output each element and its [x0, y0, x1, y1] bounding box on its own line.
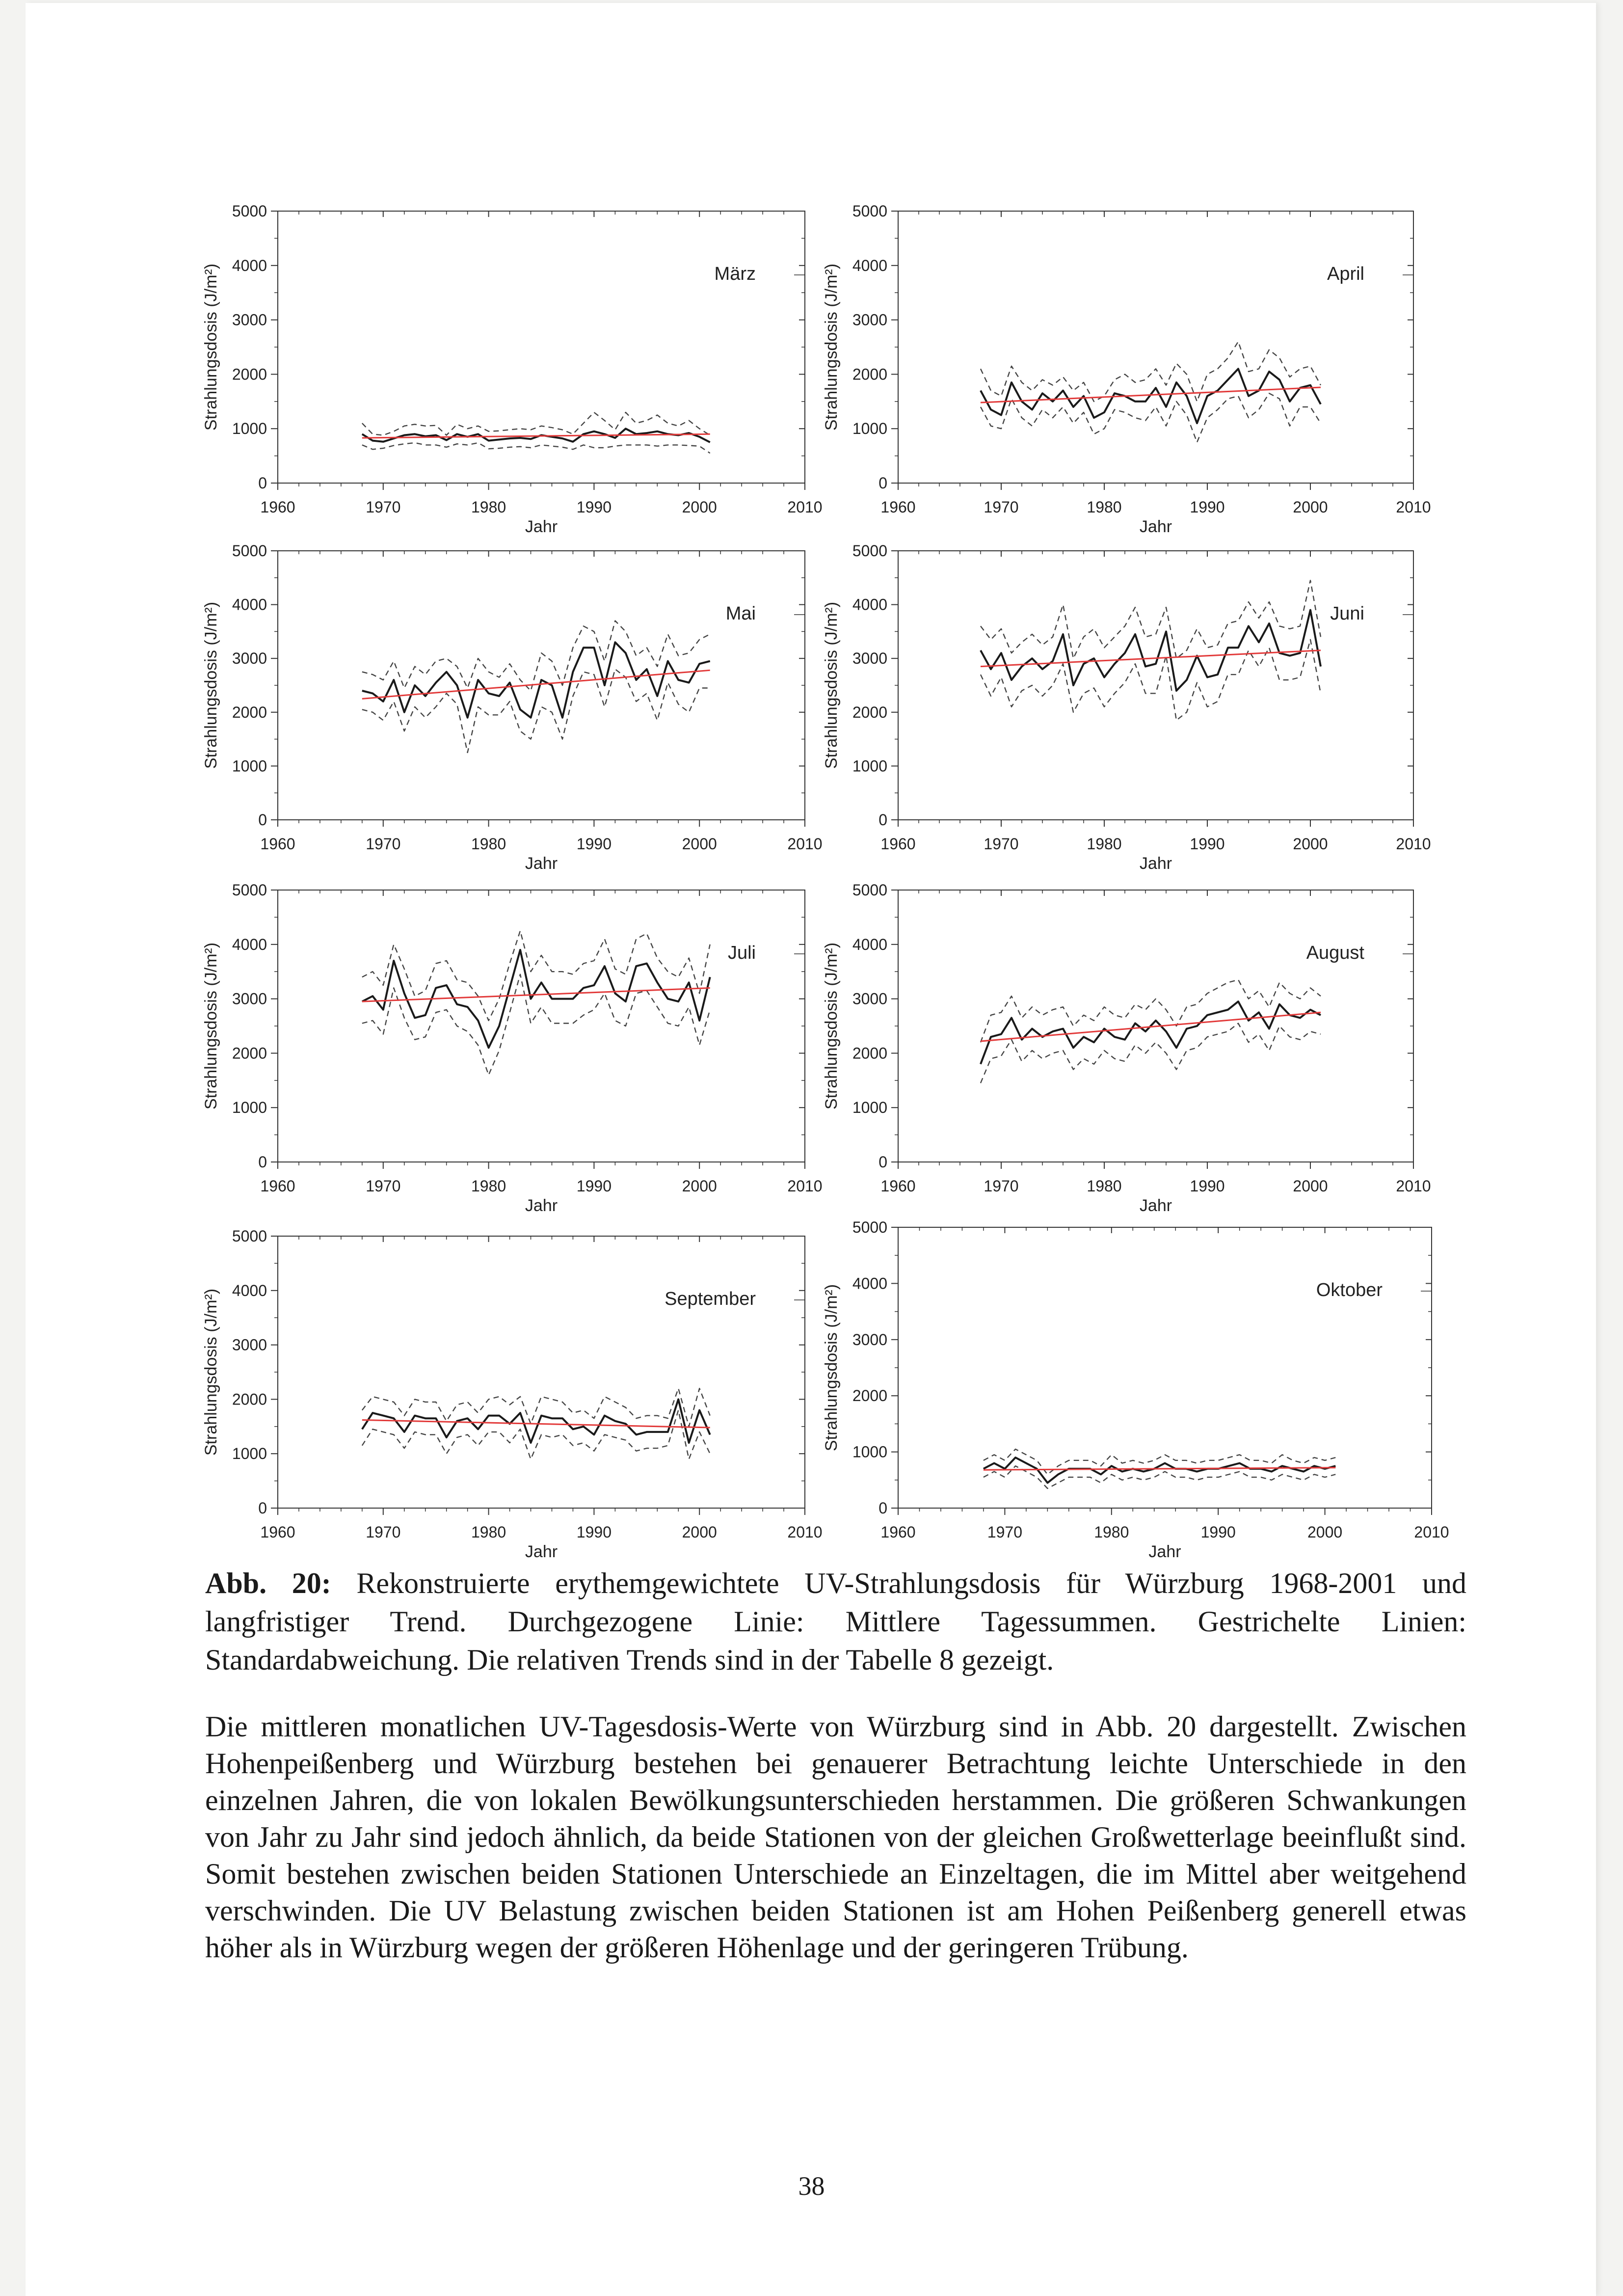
y-axis-label: Strahlungsdosis (J/m²) [202, 601, 220, 769]
panel-title: Oktober [1316, 1280, 1383, 1300]
x-tick-label: 1960 [260, 1177, 295, 1195]
std-lower-line [362, 443, 710, 453]
x-tick-label: 1970 [366, 835, 401, 853]
y-tick-label: 1000 [852, 1443, 887, 1461]
y-tick-label: 2000 [232, 703, 267, 721]
x-tick-label: 1980 [471, 498, 506, 516]
y-tick-label: 1000 [232, 757, 267, 775]
y-axis-label: Strahlungsdosis (J/m²) [822, 601, 841, 769]
plot-frame [898, 211, 1413, 483]
x-tick-label: 2000 [1293, 1177, 1328, 1195]
y-tick-label: 5000 [852, 1218, 887, 1236]
x-tick-label: 2010 [787, 1177, 823, 1195]
caption-label: Abb. 20: [205, 1567, 331, 1599]
mean-line [362, 642, 710, 718]
y-axis-label: Strahlungsdosis (J/m²) [202, 942, 220, 1110]
x-tick-label: 1980 [1087, 498, 1122, 516]
y-tick-label: 2000 [852, 703, 887, 721]
y-tick-label: 0 [258, 811, 267, 829]
y-tick-label: 3000 [852, 311, 887, 329]
y-tick-label: 0 [258, 474, 267, 492]
x-tick-label: 1960 [880, 498, 916, 516]
std-upper-line [981, 580, 1321, 658]
plot-frame [278, 551, 805, 820]
x-tick-label: 1970 [984, 835, 1019, 853]
y-tick-label: 1000 [232, 420, 267, 438]
x-axis-label: Jahr [1139, 1196, 1172, 1215]
y-tick-label: 5000 [232, 542, 267, 560]
y-tick-label: 0 [878, 1499, 887, 1517]
y-tick-label: 0 [878, 474, 887, 492]
std-upper-line [981, 980, 1321, 1042]
x-tick-label: 1970 [366, 1523, 401, 1541]
chart-panel-3 [202, 542, 823, 873]
x-tick-label: 1990 [576, 1523, 612, 1541]
y-tick-label: 2000 [232, 1390, 267, 1408]
x-tick-label: 1980 [1087, 1177, 1122, 1195]
x-tick-label: 1990 [1200, 1523, 1236, 1541]
y-tick-label: 5000 [232, 1227, 267, 1245]
x-tick-label: 1980 [471, 835, 506, 853]
y-tick-label: 3000 [852, 990, 887, 1008]
y-tick-label: 2000 [852, 1044, 887, 1062]
y-tick-label: 4000 [232, 595, 267, 614]
x-tick-label: 2000 [1293, 835, 1328, 853]
chart-panel-6 [822, 881, 1431, 1215]
y-tick-label: 2000 [852, 365, 887, 383]
mean-line [981, 1001, 1321, 1064]
x-tick-label: 1990 [576, 835, 612, 853]
chart-panel-4 [822, 542, 1431, 873]
y-tick-label: 3000 [232, 311, 267, 329]
x-tick-label: 1990 [1190, 498, 1225, 516]
plot-frame [898, 551, 1413, 820]
x-tick-label: 1980 [471, 1177, 506, 1195]
std-lower-line [362, 669, 710, 753]
plot-frame [278, 890, 805, 1162]
y-tick-label: 4000 [232, 935, 267, 953]
y-tick-label: 1000 [232, 1099, 267, 1117]
x-tick-label: 2010 [1396, 498, 1431, 516]
panel-title: April [1327, 264, 1364, 284]
x-axis-label: Jahr [525, 1196, 558, 1215]
y-tick-label: 5000 [852, 542, 887, 560]
std-lower-line [981, 640, 1321, 720]
std-upper-line [362, 621, 710, 691]
y-tick-label: 2000 [232, 1044, 267, 1062]
panel-title: September [665, 1289, 756, 1309]
x-tick-label: 2000 [682, 835, 717, 853]
x-tick-label: 1960 [880, 1177, 916, 1195]
y-tick-label: 1000 [852, 1099, 887, 1117]
panel-title: August [1306, 943, 1364, 963]
y-tick-label: 2000 [232, 365, 267, 383]
x-tick-label: 1980 [1094, 1523, 1129, 1541]
y-axis-label: Strahlungsdosis (J/m²) [822, 263, 841, 431]
x-axis-label: Jahr [525, 854, 558, 873]
y-tick-label: 1000 [852, 757, 887, 775]
x-tick-label: 1980 [1087, 835, 1122, 853]
y-tick-label: 4000 [852, 595, 887, 614]
y-tick-label: 0 [878, 811, 887, 829]
page-number: 38 [798, 2171, 825, 2201]
x-axis-label: Jahr [1139, 517, 1172, 536]
x-tick-label: 2010 [1396, 835, 1431, 853]
y-tick-label: 3000 [232, 990, 267, 1008]
x-tick-label: 1970 [984, 1177, 1019, 1195]
y-tick-label: 1000 [852, 420, 887, 438]
x-axis-label: Jahr [1148, 1542, 1181, 1561]
y-tick-label: 4000 [232, 1281, 267, 1299]
chart-panel-1 [202, 202, 823, 536]
x-tick-label: 2010 [787, 1523, 823, 1541]
caption-text: Rekonstruierte erythemgewichtete UV-Strahlungsdosis für Würzburg 1968-2001 und langfristiger Trend. Durchgezogene Linie: Mittlere Tagessummen. Gestrichelte Linien: Standardabweichung. Die relativen Trends sind in der Tabelle 8 gezeigt. [205, 1567, 1466, 1676]
x-tick-label: 2000 [682, 1177, 717, 1195]
std-upper-line [984, 1449, 1335, 1475]
chart-panel-8 [822, 1218, 1449, 1561]
x-tick-label: 1960 [260, 498, 295, 516]
plot-frame [898, 1227, 1432, 1508]
x-tick-label: 2000 [682, 498, 717, 516]
body-paragraph: Die mittleren monatlichen UV-Tagesdosis-Werte von Würzburg sind in Abb. 20 dargestellt. Zwischen Hohenpeißenberg und Würzburg bestehen bei genauerer Betrachtung leichte Unterschiede in den einzelnen Jahren, die von lokalen Bewölkungsunterschieden herstammen. Die größeren Schwankungen von Jahr zu Jahr sind jedoch ähnlich, da beide Stationen von der gleichen Großwetterlage beeinflußt sind. Somit bestehen zwischen beiden Stationen Unterschiede an Einzeltagen, die im Mittel aber weitgehend verschwinden. Die UV Belastung zwischen beiden Stationen ist am Hohen Peißenberg generell etwas höher als in Würzburg wegen der größeren Höhenlage und der geringeren Trübung. [205, 1710, 1466, 1964]
x-tick-label: 1960 [260, 1523, 295, 1541]
chart-panel-2 [822, 202, 1431, 536]
y-tick-label: 1000 [232, 1445, 267, 1463]
y-axis-label: Strahlungsdosis (J/m²) [822, 942, 841, 1110]
y-tick-label: 5000 [852, 881, 887, 899]
x-tick-label: 1970 [987, 1523, 1022, 1541]
y-tick-label: 4000 [852, 256, 887, 274]
x-tick-label: 2000 [682, 1523, 717, 1541]
y-tick-label: 5000 [232, 202, 267, 220]
y-axis-label: Strahlungsdosis (J/m²) [202, 1288, 220, 1456]
x-tick-label: 1980 [471, 1523, 506, 1541]
y-axis-label: Strahlungsdosis (J/m²) [202, 263, 220, 431]
mean-line [981, 369, 1321, 423]
y-tick-label: 5000 [232, 881, 267, 899]
x-tick-label: 1990 [576, 498, 612, 516]
panel-title: Juli [727, 943, 756, 963]
trend-line [362, 1420, 710, 1428]
x-tick-label: 1990 [1190, 835, 1225, 853]
y-tick-label: 3000 [232, 649, 267, 668]
x-tick-label: 1960 [880, 835, 916, 853]
x-tick-label: 2000 [1307, 1523, 1343, 1541]
plot-frame [278, 1236, 805, 1508]
y-tick-label: 5000 [852, 202, 887, 220]
y-tick-label: 4000 [852, 1274, 887, 1293]
y-tick-label: 0 [258, 1499, 267, 1517]
y-tick-label: 3000 [852, 1330, 887, 1349]
panel-title: Mai [725, 603, 756, 624]
x-tick-label: 2010 [787, 498, 823, 516]
y-axis-label: Strahlungsdosis (J/m²) [822, 1284, 841, 1452]
x-tick-label: 2010 [1414, 1523, 1449, 1541]
x-axis-label: Jahr [525, 1542, 558, 1561]
y-tick-label: 0 [258, 1153, 267, 1171]
plot-frame [278, 211, 805, 483]
x-tick-label: 1990 [576, 1177, 612, 1195]
y-tick-label: 4000 [852, 935, 887, 953]
x-tick-label: 1960 [880, 1523, 916, 1541]
x-tick-label: 1970 [984, 498, 1019, 516]
std-lower-line [981, 1024, 1321, 1083]
x-tick-label: 2010 [787, 835, 823, 853]
x-tick-label: 2010 [1396, 1177, 1431, 1195]
panel-title: März [714, 264, 756, 284]
trend-line [981, 387, 1321, 403]
x-axis-label: Jahr [1139, 854, 1172, 873]
figure-caption [205, 1564, 1466, 1679]
y-tick-label: 0 [878, 1153, 887, 1171]
y-tick-label: 3000 [852, 649, 887, 668]
y-tick-label: 2000 [852, 1387, 887, 1405]
chart-panel-5 [202, 881, 823, 1215]
y-tick-label: 4000 [232, 256, 267, 274]
x-tick-label: 1970 [366, 498, 401, 516]
panel-title: Juni [1330, 603, 1364, 624]
x-tick-label: 1970 [366, 1177, 401, 1195]
x-axis-label: Jahr [525, 517, 558, 536]
x-tick-label: 2000 [1293, 498, 1328, 516]
y-tick-label: 3000 [232, 1336, 267, 1354]
chart-panel-7 [202, 1227, 823, 1561]
x-tick-label: 1960 [260, 835, 295, 853]
x-tick-label: 1990 [1190, 1177, 1225, 1195]
